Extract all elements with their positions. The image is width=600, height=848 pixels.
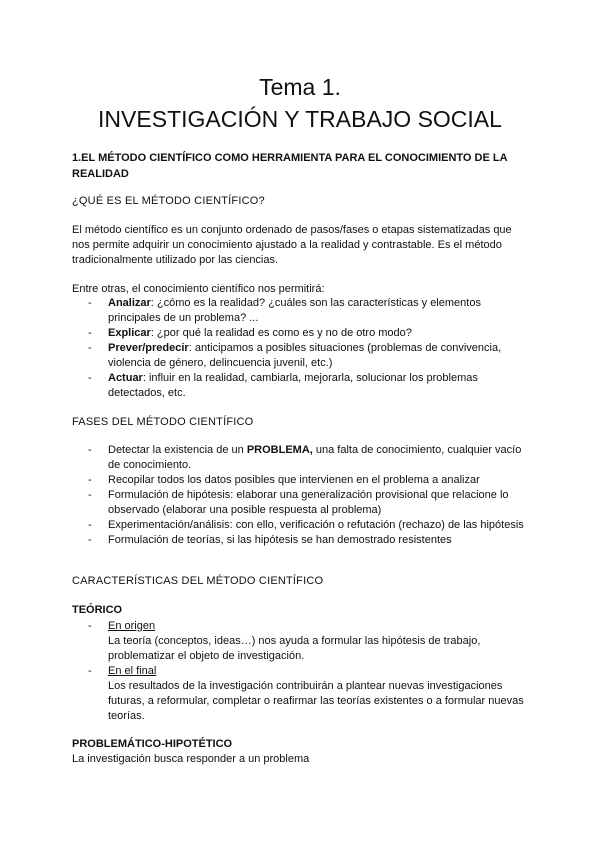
- list-item: [72, 296, 528, 326]
- list-item-term: Analizar: [108, 297, 151, 309]
- list-item-text: una falta de conocimiento, cualquier vacío de conocimiento.: [108, 444, 522, 471]
- list-item: [72, 443, 528, 473]
- teorico-heading: TEÓRICO: [72, 604, 123, 616]
- origen-label: - En origen: [108, 620, 156, 632]
- list-item-text: : ¿cómo es la realidad? ¿cuáles son las características y elementos principales de un problema? ...: [108, 297, 481, 324]
- section-heading: 1.EL MÉTODO CIENTÍFICO COMO HERRAMIENTA PARA EL CONOCIMIENTO DE LA REALIDAD: [72, 152, 508, 180]
- list-item: - Experimentación/análisis: con ello, verificación o refutación (rechazo) de las hipótesis: [72, 518, 528, 533]
- subsection-heading-caracteristicas: CARACTERÍSTICAS DEL MÉTODO CIENTÍFICO: [72, 575, 324, 587]
- list-item-text: : influir en la realidad, cambiarla, mejorarla, solucionar los problemas detectados, etc.: [108, 372, 478, 399]
- subsection-heading-fases: FASES DEL MÉTODO CIENTÍFICO: [72, 416, 254, 428]
- problematico-heading: PROBLEMÁTICO-HIPOTÉTICO: [72, 738, 233, 750]
- list-item-text: : ¿por qué la realidad es como es y no de otro modo?: [150, 327, 412, 339]
- list-item-text: : anticipamos a posibles situaciones (problemas de convivencia, violencia de género, delincuencia juvenil, etc.): [108, 342, 502, 369]
- list-item-term: Prever/predecir: [108, 342, 189, 354]
- list-item-text: Detectar la existencia de un: [108, 444, 247, 456]
- final-label: - En el final: [108, 665, 157, 677]
- list-item: - Formulación de hipótesis: elaborar una generalización provisional que relacione lo observado (elaborar una posible respuesta al problema): [72, 488, 528, 518]
- list-item: - Formulación de teorías, si las hipótesis se han demostrado resistentes: [72, 533, 528, 548]
- final-text: Los resultados de la investigación contribuirán a plantear nuevas investigaciones futuras, a reformular, completar o reafirmar las teorías existentes o a formular nuevas teorías.: [108, 680, 524, 722]
- title-line-1: Tema 1.: [259, 74, 341, 100]
- intro-line: Entre otras, el conocimiento científico nos permitirá:: [72, 283, 325, 295]
- list-item: [72, 326, 528, 341]
- list-item: [72, 664, 528, 724]
- teorico-list: [72, 619, 528, 724]
- title-line-2: INVESTIGACIÓN Y TRABAJO SOCIAL: [98, 106, 502, 132]
- problematico-text: La investigación busca responder a un problema: [72, 753, 310, 765]
- list-item: [72, 341, 528, 371]
- list-item: - Recopilar todos los datos posibles que intervienen en el problema a analizar: [72, 473, 528, 488]
- list-item: [72, 619, 528, 664]
- list-item-term: Actuar: [108, 372, 143, 384]
- problem-keyword: PROBLEMA,: [246, 444, 313, 456]
- phases-list: [72, 443, 528, 548]
- subsection-heading-que-es: ¿QUÉ ES EL MÉTODO CIENTÍFICO?: [72, 195, 265, 207]
- list-item: [72, 371, 528, 401]
- origen-text: La teoría (conceptos, ideas…) nos ayuda a formular las hipótesis de trabajo, problematizar el objeto de investigación.: [108, 635, 481, 662]
- definition-paragraph: El método científico es un conjunto ordenado de pasos/fases o etapas sistematizadas que nos permite adquirir un conocimiento ajustado a la realidad y contrastable. Es el método tradicionalmente utilizado por las ciencias.: [72, 224, 512, 266]
- list-item-term: Explicar: [108, 327, 151, 339]
- permits-list: [72, 296, 528, 401]
